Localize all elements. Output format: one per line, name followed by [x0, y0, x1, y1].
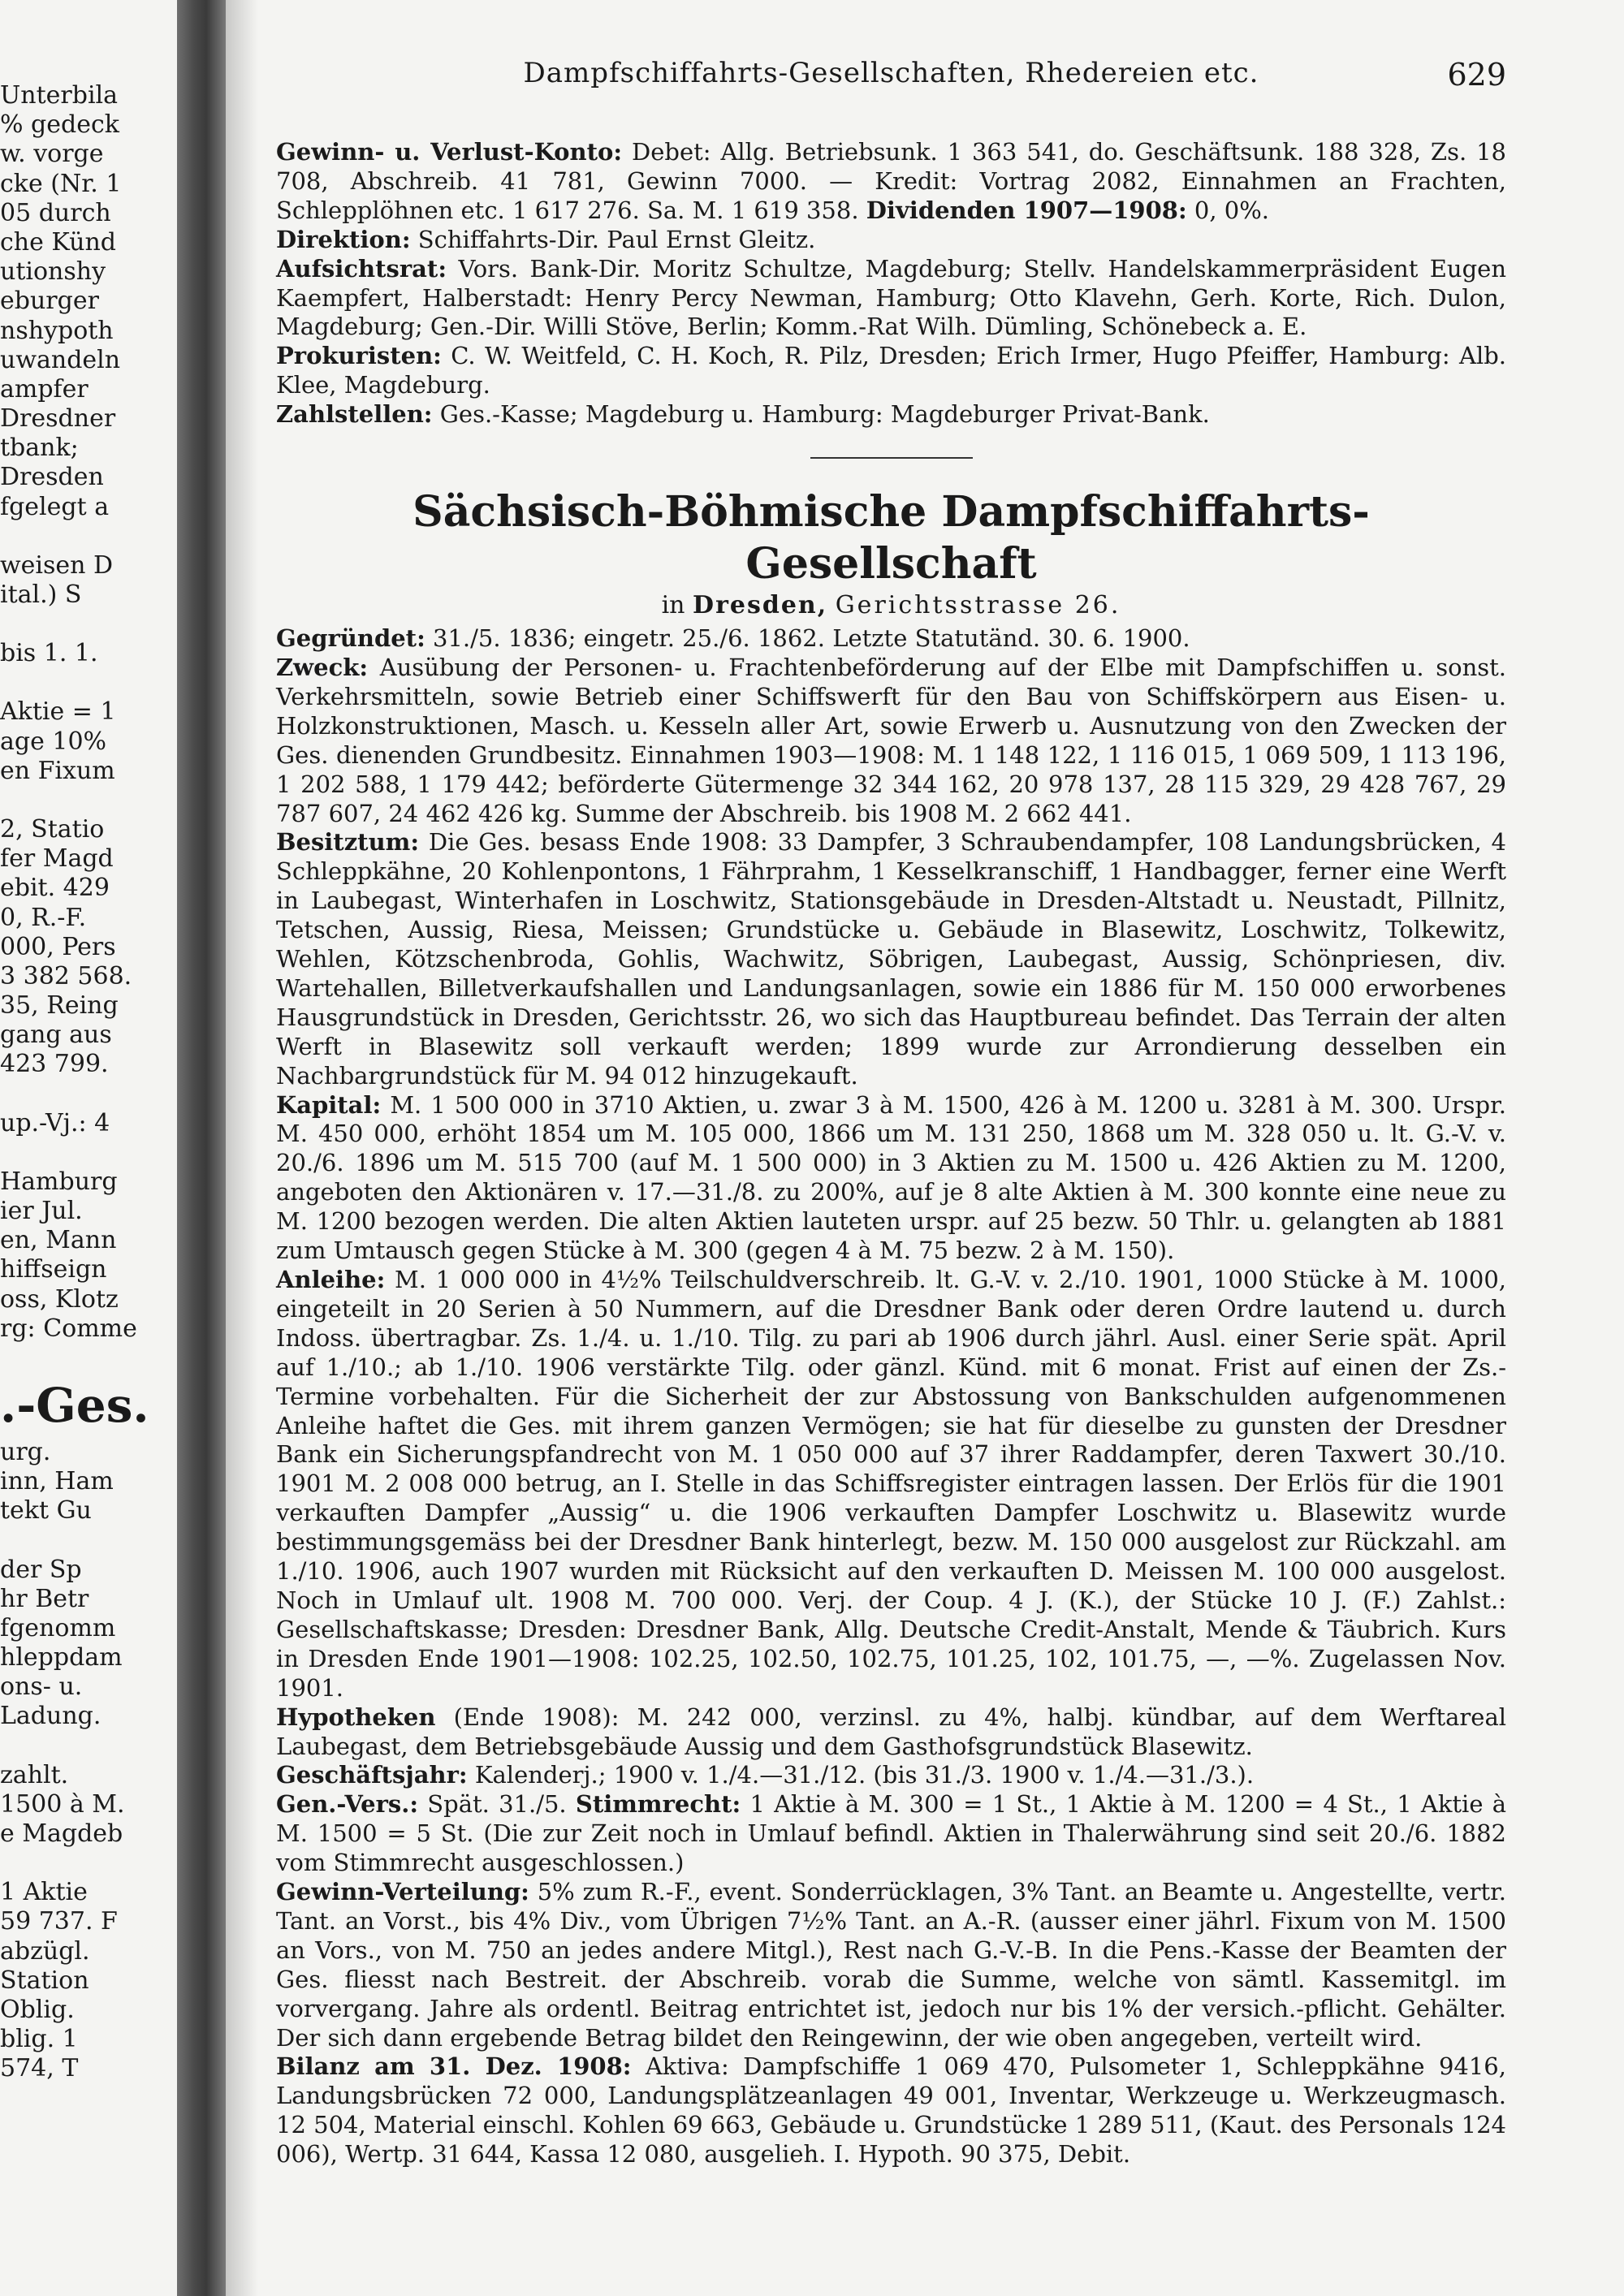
left-column-line: Dresden: [0, 463, 104, 492]
left-column-line: Unterbila: [0, 81, 119, 110]
gewinn-verlust-paragraph: [276, 138, 1506, 226]
left-column-line: 1500 à M.: [0, 1789, 125, 1819]
left-column-line: en, Mann: [0, 1226, 117, 1255]
left-column-line: Ladung.: [0, 1702, 102, 1731]
genvers-paragraph: [276, 1790, 1506, 1878]
left-column-line: 423 799.: [0, 1050, 109, 1079]
left-column-line: blig. 1: [0, 2025, 78, 2054]
page-number: 629: [1447, 57, 1506, 93]
left-column-line: 574, T: [0, 2054, 79, 2083]
bilanz-text: Aktiva: Dampfschiffe 1 069 470, Pulsometer 1, Schleppkähne 9416, Landungsbrücken 72 000, Landungsplätzeanlagen 49 001, Inventar, Werkzeuge u. Werkzeugmasch. 12 504, Material einschl. Kohlen 69 663, Gebäude u. Grundstücke 1 289 511, (Kaut. des Personals 124 006), Wertp. 31 644, Kassa 12 080, ausgelieh. I. Hypoth. 90 375, Debit.: [276, 2052, 1506, 2169]
gewinnverteilung-paragraph: [276, 1878, 1506, 2052]
genvers-label: Gen.-Vers.:: [276, 1790, 419, 1819]
left-column-line: e Magdeb: [0, 1819, 123, 1848]
prokuristen-text: C. W. Weitfeld, C. H. Koch, R. Pilz, Dresden; Erich Irmer, Hugo Pfeiffer, Hamburg: Alb. Klee, Magdeburg.: [276, 342, 1506, 399]
left-column-line: 05 durch: [0, 198, 111, 227]
left-column-line: Station: [0, 1966, 89, 1995]
left-column-line: 000, Pers: [0, 932, 116, 961]
aufsichtsrat-paragraph: [276, 255, 1506, 343]
bilanz-label: Bilanz am 31. Dez. 1908:: [276, 2052, 632, 2081]
left-column-line: oss, Klotz: [0, 1284, 119, 1314]
kapital-label: Kapital:: [276, 1090, 382, 1119]
left-column-line: fgenomm: [0, 1613, 116, 1642]
left-column-line: eburger: [0, 287, 99, 316]
left-column-line: hr Betr: [0, 1584, 89, 1613]
section-divider: [810, 457, 973, 459]
left-column-line: che Künd: [0, 227, 117, 257]
left-column-line: hleppdam: [0, 1643, 123, 1672]
genvers-text: Spät. 31./5.: [427, 1790, 567, 1819]
left-column-line: 0, R.-F.: [0, 903, 87, 932]
left-column-line: uwandeln: [0, 345, 121, 374]
stimmrecht-text: 1 Aktie à M. 300 = 1 St., 1 Aktie à M. 1200 = 4 St., 1 Aktie à M. 1500 = 5 St. (Die zur Zeit noch in Umlauf befindl. Aktien in Thalerwährung sind seit 20./6. 1882 vom Stimmrecht ausgeschlossen.): [276, 1790, 1507, 1877]
zahlstellen-paragraph: [276, 400, 1506, 429]
left-column-fragment: [0, 81, 177, 2273]
left-column-line: Hamburg: [0, 1167, 118, 1196]
zweck-paragraph: [276, 654, 1506, 828]
gutter-shadow: [226, 0, 258, 2296]
left-column-line: urg.: [0, 1437, 51, 1466]
prokuristen-label: Prokuristen:: [276, 342, 442, 370]
company-city: Dresden,: [693, 591, 828, 620]
direktion-label: Direktion:: [276, 225, 411, 253]
left-column-line: der Sp: [0, 1555, 82, 1584]
anleihe-paragraph: [276, 1266, 1506, 1703]
left-column-line: ier Jul.: [0, 1197, 83, 1225]
left-column-line: Aktie = 1: [0, 697, 116, 727]
gegruendet-label: Gegründet:: [276, 624, 425, 653]
left-column-line: cke (Nr. 1: [0, 169, 122, 198]
zweck-label: Zweck:: [276, 653, 369, 681]
left-column-line: nshypoth: [0, 316, 114, 345]
page-header: [276, 57, 1506, 102]
left-column-line: fer Magd: [0, 844, 114, 874]
left-column-line: 2, Statio: [0, 814, 105, 844]
dividenden-text: 0, 0%.: [1194, 196, 1270, 224]
geschaeftsjahr-label: Geschäftsjahr:: [276, 1761, 468, 1789]
zahlstellen-text: Ges.-Kasse; Magdeburg u. Hamburg: Magdeburger Privat-Bank.: [439, 400, 1210, 429]
left-column-line: utionshy: [0, 257, 106, 287]
left-column-line: w. vorge: [0, 140, 104, 169]
gewinn-verlust-label: Gewinn- u. Verlust-Konto:: [276, 138, 623, 166]
left-column-line: 3 382 568.: [0, 961, 132, 990]
left-column-line: zahlt.: [0, 1760, 69, 1789]
gewinnverteilung-text: 5% zum R.-F., event. Sonderrücklagen, 3% Tant. an Beamte u. Angestellte, vertr. Tant. an Vorst., bis 4% Div., vom Übrigen 7½% Tant. an A.-R. (ausser einer jährl. Fixum von M. 1500 an Vors., von M. 750 an jedes andere Mitgl.), Rest nach G.-V.-B. In die Pens.-Kasse der Beamten der Ges. fliesst nach Bestreit. der Abschreib. vorab die Summe, welche von sämtl. Kassemitgl. im vorvergang. Jahre als ordentl. Beitrag entrichtet ist, jedoch nur bis 1% der versich.-pflicht. Gehälter. Der sich dann ergebende Betrag bildet den Reingewinn, der wie oben angegeben, verteilt wird.: [276, 1878, 1507, 2052]
direktion-paragraph: [276, 226, 1506, 255]
stimmrecht-label: Stimmrecht:: [575, 1790, 741, 1819]
left-column-line: 35, Reing: [0, 991, 119, 1021]
hypotheken-label: Hypotheken: [276, 1703, 436, 1731]
left-column-line: inn, Ham: [0, 1467, 114, 1496]
hypotheken-text: (Ende 1908): M. 242 000, verzinsl. zu 4%, halbj. kündbar, auf dem Werftareal Laubegast, dem Betriebsgebäude Aussig und dem Gasthofsgrundstück Blasewitz.: [276, 1703, 1507, 1760]
company-title: Sächsisch-Böhmische Dampfschiffahrts-Gesellschaft: [412, 487, 1370, 589]
left-column-line: % gedeck: [0, 110, 119, 140]
dividenden-label: Dividenden 1907—1908:: [866, 196, 1187, 224]
hypotheken-paragraph: [276, 1703, 1506, 1762]
left-column-line: ebit. 429: [0, 874, 110, 903]
besitztum-text: Die Ges. besass Ende 1908: 33 Dampfer, 3 Schraubendampfer, 108 Landungsbrücken, 4 Schleppkähne, 20 Kohlenpontons, 1 Fährprahm, 1 Kesselkranschiff, 1 Handbagger, ferner eine Werft in Laubegast, Winterhafen in Loschwitz, Stationsgebäude in Dresden-Altstadt u. Neustadt, Pillnitz, Tetschen, Aussig, Riesa, Meissen; Grundstücke u. Gebäude in Blasewitz, Loschwitz, Tolkewitz, Wehlen, Kötzschenbroda, Gohlis, Wachwitz, Söbrigen, Laubegast, Aussig, Schönpriesen, div. Wartehallen, Billetverkaufshallen und Landungsanlagen, sowie ein 1886 für M. 150 000 erworbenes Hausgrundstück in Dresden, Gerichtsstr. 26, wo sich das Hauptbureau befindet. Das Terrain der alten Werft in Blasewitz soll verkauft werden; 1899 wurde zur Arrondierung desselben ein Nachbargrundstück für M. 94 012 hinzugekauft.: [276, 828, 1506, 1090]
left-column-line: up.-Vj.: 4: [0, 1108, 110, 1137]
left-column-line: rg: Comme: [0, 1314, 137, 1343]
left-column-line: 1 Aktie: [0, 1878, 88, 1907]
zweck-text: Ausübung der Personen- u. Frachtenbeförderung auf der Elbe mit Dampfschiffen u. sonst. Verkehrsmitteln, sowie Betrieb einer Schiffswerft für den Bau von Schiffskörpern aus Eisen- u. Holzkonstruktionen, Masch. u. Kesseln aller Art, sowie Erwerb u. Ausnutzung von den Zwecken der Ges. dienenden Grundbesitz. Einnahmen 1903—1908: M. 1 148 122, 1 116 015, 1 069 509, 1 113 196, 1 202 588, 1 179 442; beförderte Gütermenge 32 344 162, 20 978 137, 28 115 329, 29 428 767, 29 787 607, 24 462 426 kg. Summe der Abschreib. bis 1908 M. 2 662 441.: [276, 653, 1507, 827]
left-column-line: abzügl.: [0, 1936, 90, 1966]
left-column-line: ital.) S: [0, 580, 82, 609]
left-column-line: hiffseign: [0, 1255, 107, 1284]
company-address: Gerichtsstrasse 26.: [835, 591, 1121, 620]
left-column-line: gang aus: [0, 1021, 112, 1050]
left-column-line: tbank;: [0, 434, 79, 463]
direktion-text: Schiffahrts-Dir. Paul Ernst Gleitz.: [417, 225, 816, 253]
running-title: Dampfschiffahrts-Gesellschaften, Rhedereien etc.: [523, 57, 1259, 89]
zahlstellen-label: Zahlstellen:: [276, 400, 433, 429]
left-column-line: fgelegt a: [0, 492, 110, 521]
aufsichtsrat-label: Aufsichtsrat:: [276, 254, 447, 283]
left-column-line: en Fixum: [0, 756, 115, 785]
geschaeftsjahr-paragraph: [276, 1761, 1506, 1790]
anleihe-label: Anleihe:: [276, 1266, 386, 1293]
left-column-line: age 10%: [0, 727, 107, 756]
left-column-line: Oblig.: [0, 1995, 75, 2024]
prokuristen-paragraph: [276, 342, 1506, 400]
gewinnverteilung-label: Gewinn-Verteilung:: [276, 1878, 529, 1906]
gegruendet-paragraph: [276, 624, 1506, 654]
left-column-line: weisen D: [0, 550, 114, 580]
company-location: [276, 590, 1506, 621]
bilanz-paragraph: [276, 2052, 1506, 2169]
left-column-line: ampfer: [0, 374, 89, 404]
besitztum-paragraph: [276, 828, 1506, 1090]
kapital-text: M. 1 500 000 in 3710 Aktien, u. zwar 3 à M. 1500, 426 à M. 1200 u. 3281 à M. 300. Urspr. M. 450 000, erhöht 1854 um M. 105 000, 1866 um M. 131 250, 1868 um M. 328 050 u. lt. G.-V. v. 20./6. 1896 um M. 515 700 (auf M. 1 500 000) in 3 Aktien zu M. 1500 u. 426 Aktien zu M. 1200, angeboten den Aktionären v. 17.—31./8. zu 200%, auf je 8 alte Aktien à M. 300 konnte eine neue zu M. 1200 bezogen werden. Die alten Aktien lauteten urspr. auf 25 bezw. 50 Thlr. u. gelangten ab 1881 zum Umtausch gegen Stücke à M. 300 (gegen 4 à M. 75 bezw. 2 à M. 150).: [276, 1090, 1507, 1265]
geschaeftsjahr-text: Kalenderj.; 1900 v. 1./4.—31./12. (bis 31./3. 1900 v. 1./4.—31./3.).: [474, 1761, 1255, 1789]
left-column-line: 59 737. F: [0, 1907, 118, 1936]
main-column: [276, 138, 1506, 2169]
left-column-line: tekt Gu: [0, 1496, 92, 1526]
left-column-heading: .-Ges.: [0, 1377, 149, 1433]
gewinn-verlust-text: Debet: Allg. Betriebsunk. 1 363 541, do. Geschäftsunk. 188 328, Zs. 18 708, Abschreib. 41 781, Gewinn 7000. — Kredit: Vortrag 2082, Einnahmen an Frachten, Schlepplöhnen etc. 1 617 276. Sa. M. 1 619 358.: [276, 138, 1506, 224]
left-column-line: bis 1. 1.: [0, 639, 98, 668]
left-column-line: ons- u.: [0, 1672, 83, 1702]
book-gutter: [177, 0, 226, 2296]
anleihe-text: M. 1 000 000 in 4½% Teilschuldverschreib. lt. G.-V. v. 2./10. 1901, 1000 Stücke à M. 1000, eingeteilt in 20 Serien à 50 Nummern, auf die Dresdner Bank oder deren Ordre lautend u. durch Indoss. übertragbar. Zs. 1./4. u. 1./10. Tilg. zu pari ab 1906 durch jährl. Ausl. einer Serie spät. April auf 1./10.; ab 1./10. 1906 verstärkte Tilg. oder gänzl. Künd. mit 6 monat. Frist auf einen der Zs.-Termine vorbehalten. Für die Sicherheit der zur Abstossung von Bankschulden aufgenommenen Anleihe haftet die Ges. mit ihrem ganzen Vermögen; sie hat für dieselbe zu gunsten der Dresdner Bank ein Sicherungspfandrecht von M. 1 050 000 auf 37 ihrer Raddampfer, deren Taxwert 30./10. 1901 M. 2 008 000 betrug, an I. Stelle in das Schiffsregister eintragen lassen. Der Erlös für die 1901 verkauften Dampfer „Aussig“ u. die 1906 verkauften Dampfer Loschwitz u. Blasewitz wurde bestimmungsgemäss bei der Dresdner Bank hinterlegt, bezw. M. 150 000 ausgelost zur Rückzahl. am 1./10. 1906, auch 1907 wurden mit Rücksicht auf den verkauften D. Meissen M. 100 000 ausgelost. Noch in Umlauf ult. 1908 M. 700 000. Verj. der Coup. 4 J. (K.), der Stücke 10 J. (F.) Zahlst.: Gesellschaftskasse; Dresden: Dresdner Bank, Allg. Deutsche Credit-Anstalt, Mende & Täubrich. Kurs in Dresden Ende 1901—1908: 102.25, 102.50, 102.75, 101.25, 102, 101.75, —, —%. Zugelassen Nov. 1901.: [276, 1266, 1506, 1702]
company-in: in: [661, 591, 685, 620]
aufsichtsrat-text: Vors. Bank-Dir. Moritz Schultze, Magdeburg; Stellv. Handelskammerpräsident Eugen Kaempfert, Halberstadt: Henry Percy Newman, Hamburg; Otto Klavehn, Gerh. Korte, Rich. Dulon, Magdeburg; Gen.-Dir. Willi Stöve, Berlin; Komm.-Rat Wilh. Dümling, Schönebeck a. E.: [276, 254, 1506, 341]
gegruendet-text: 31./5. 1836; eingetr. 25./6. 1862. Letzte Statutänd. 30. 6. 1900.: [433, 624, 1190, 653]
besitztum-label: Besitztum:: [276, 828, 420, 857]
kapital-paragraph: [276, 1091, 1506, 1266]
left-column-line: Dresdner: [0, 404, 116, 434]
